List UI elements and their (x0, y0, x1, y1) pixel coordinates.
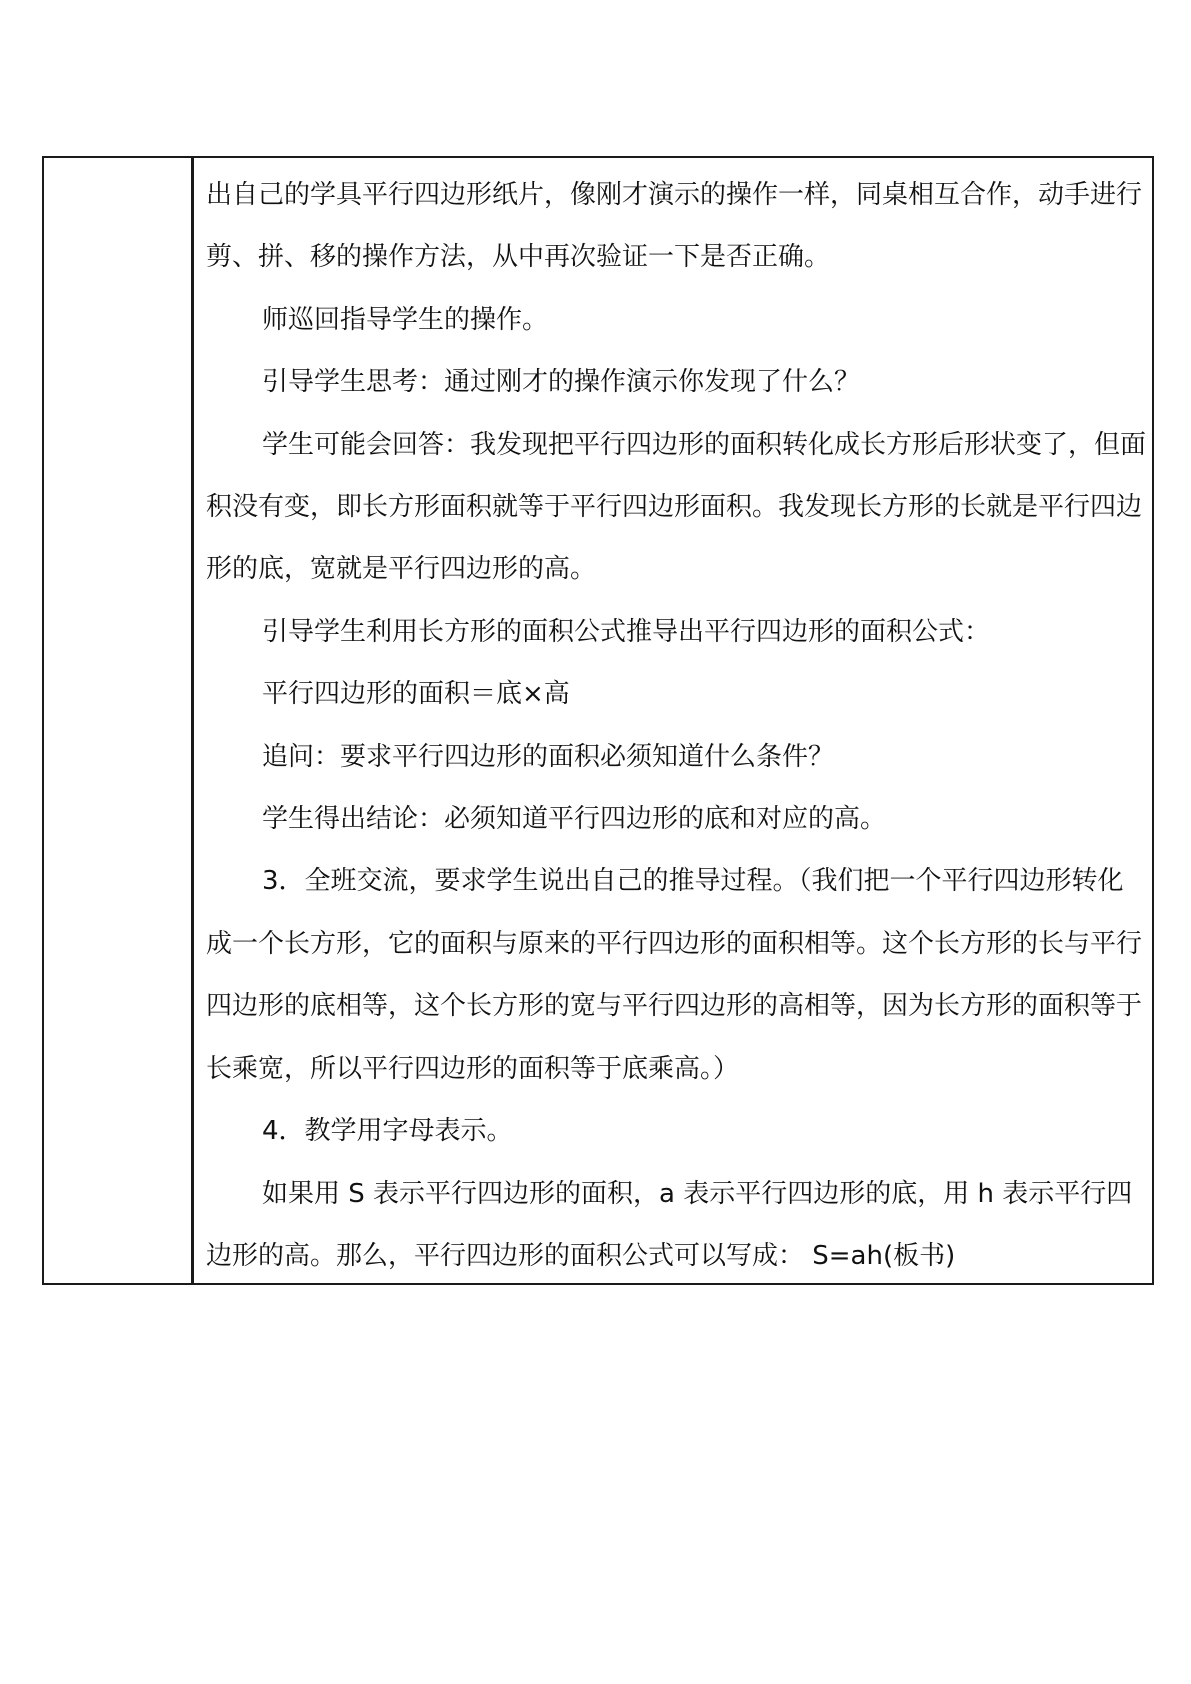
paragraph-5: 引导学生利用长方形的面积公式推导出平行四边形的面积公式： (262, 616, 991, 647)
paragraph-2: 师巡回指导学生的操作。 (262, 304, 549, 335)
paragraph-8: 学生得出结论：必须知道平行四边形的底和对应的高。 (262, 804, 887, 835)
table-left-cell (44, 158, 194, 1283)
paragraph-1: 出自己的学具平行四边形纸片，像刚才演示的操作一样，同桌相互合作，动手进行剪、拼、移的操作方法，从中再次验证一下是否正确。 (206, 180, 1143, 273)
formula-line: 平行四边形的面积＝底×高 (262, 679, 570, 710)
paragraph-3: 引导学生思考：通过刚才的操作演示你发现了什么？ (262, 367, 861, 398)
paragraph-9: 3．全班交流，要求学生说出自己的推导过程。（我们把一个平行四边形转化成一个长方形，它的面积与原来的平行四边形的面积相等。这个长方形的长与平行四边形的底相等，这个长方形的宽与平行四边形的高相等，因为长方形的面积等于长乘宽，所以平行四边形的面积等于底乘高。） (206, 866, 1143, 1084)
paragraph-11: 如果用 S 表示平行四边形的面积，a 表示平行四边形的底，用 h 表示平行四边形的高。那么，平行四边形的面积公式可以写成： S=ah(板书) (206, 1178, 1133, 1271)
paragraph-10: 4．教学用字母表示。 (262, 1116, 513, 1147)
paragraph-7: 追问：要求平行四边形的面积必须知道什么条件？ (262, 741, 835, 772)
table-content-cell (194, 158, 1152, 1283)
paragraph-4: 学生可能会回答：我发现把平行四边形的面积转化成长方形后形状变了，但面积没有变，即长方形面积就等于平行四边形面积。我发现长方形的长就是平行四边形的底，宽就是平行四边形的高。 (206, 429, 1147, 585)
lesson-table (42, 156, 1154, 1285)
